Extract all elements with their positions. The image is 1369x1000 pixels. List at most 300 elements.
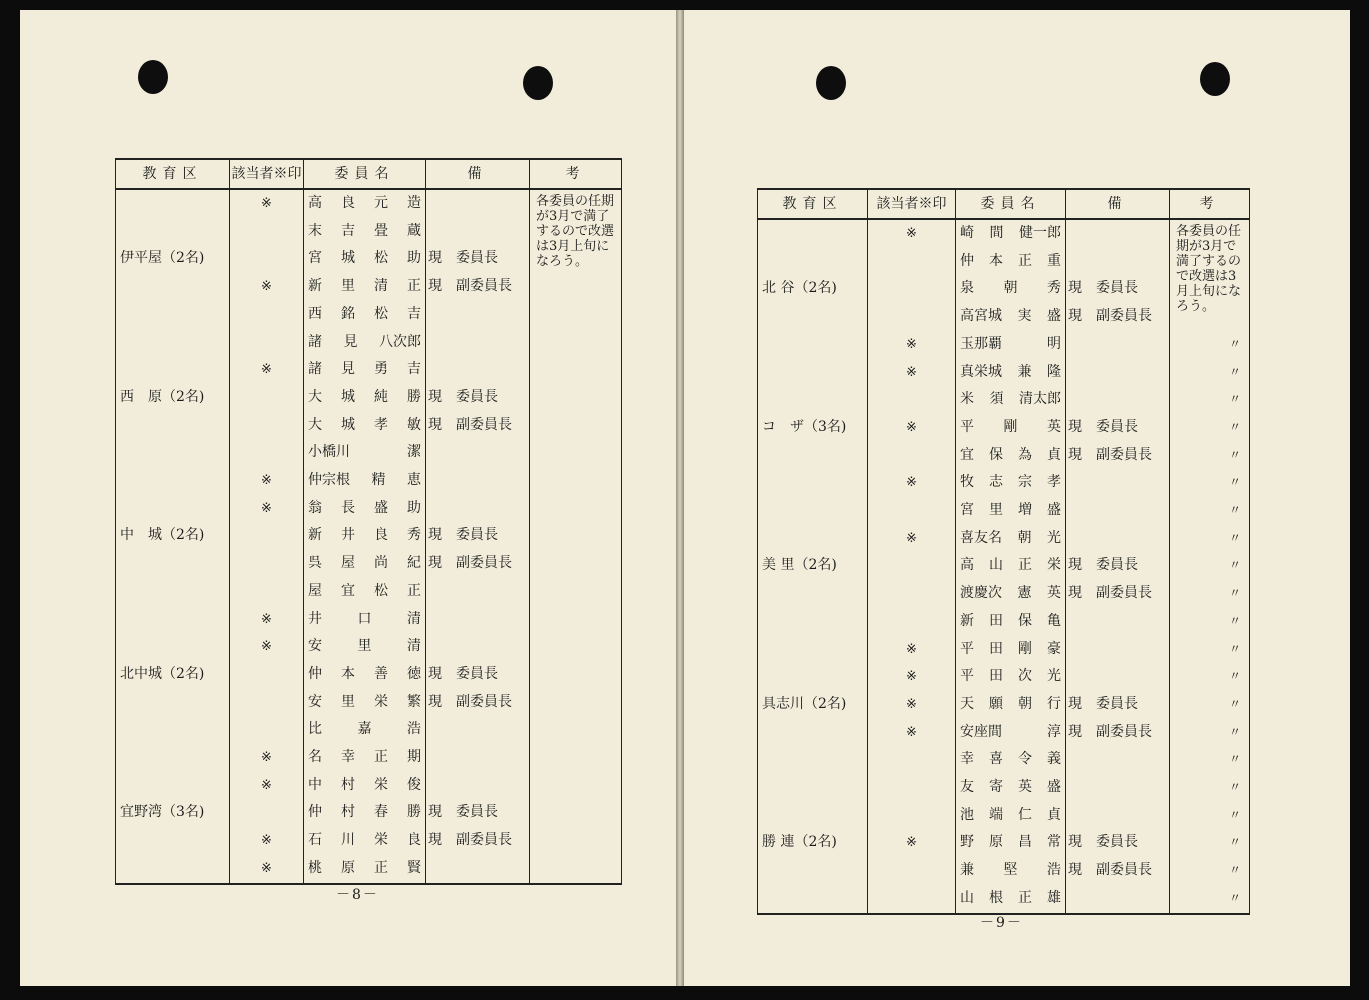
district-cell — [758, 608, 868, 636]
member-name-cell — [956, 469, 1066, 497]
member-name-part: 正 — [374, 749, 388, 766]
member-name-part: 賢 — [407, 859, 421, 876]
member-name-part: 泉 — [960, 280, 974, 297]
district-cell — [116, 633, 230, 661]
member-name-cell — [956, 414, 1066, 442]
district-cell — [116, 550, 230, 578]
ditto-mark — [530, 633, 622, 661]
ditto-mark: 〃 — [1170, 691, 1250, 719]
member-name-part: 正 — [374, 859, 388, 876]
member-name-cell — [304, 827, 426, 855]
table-row — [758, 386, 1250, 414]
member-name-part: 吉 — [407, 305, 421, 322]
member-name-part: 正 — [1018, 557, 1032, 574]
member-name-part: 為 — [1018, 446, 1032, 463]
member-name-part: 善 — [374, 665, 388, 682]
member-name-part: 村 — [341, 804, 355, 821]
member-name-part: 平 — [960, 668, 974, 685]
role-cell: 現 委員長 — [1066, 552, 1170, 580]
member-name-part: 新 — [308, 278, 322, 295]
member-name-cell — [956, 303, 1066, 331]
member-name-part: 里 — [989, 502, 1003, 519]
district-cell — [116, 689, 230, 717]
mark-cell — [230, 218, 304, 246]
member-name-part: 保 — [1018, 612, 1032, 629]
table-row — [758, 497, 1250, 525]
member-name-part: 徳 — [407, 665, 421, 682]
table-row — [116, 716, 622, 744]
member-name-part: 義 — [1047, 751, 1061, 768]
district-cell — [116, 578, 230, 606]
member-name-part: 孝 — [374, 416, 388, 433]
ditto-mark: 〃 — [1170, 885, 1250, 914]
member-name-cell — [304, 606, 426, 634]
ditto-mark: 〃 — [1170, 802, 1250, 830]
table-row — [116, 689, 622, 717]
member-name-part: 清 — [374, 278, 388, 295]
mark-cell — [230, 799, 304, 827]
role-cell — [426, 578, 530, 606]
member-name-part: 米 — [960, 391, 974, 408]
mark-cell: ※ — [230, 855, 304, 884]
member-name-part: 安座間 — [960, 723, 1002, 740]
ditto-mark: 〃 — [1170, 331, 1250, 359]
mark-cell: ※ — [868, 829, 956, 857]
member-name-part: 間 — [989, 225, 1004, 241]
remark-cell: 各委員の任期が3月で満了するので改選は3月上旬になろう。 — [1170, 219, 1250, 331]
district-cell — [758, 497, 868, 525]
role-cell — [1066, 885, 1170, 914]
mark-cell — [230, 550, 304, 578]
mark-cell: ※ — [868, 359, 956, 387]
member-name-part: 良 — [341, 195, 355, 211]
table-row — [116, 633, 622, 661]
member-name-part: 春 — [374, 804, 388, 821]
member-name-cell — [304, 189, 426, 218]
member-name-part: 造 — [407, 195, 421, 211]
member-name-part: 助 — [407, 499, 421, 516]
member-name-part: 須 — [989, 391, 1004, 408]
mark-cell — [868, 774, 956, 802]
table-row — [116, 329, 622, 357]
mark-cell — [230, 439, 304, 467]
member-name-cell — [304, 439, 426, 467]
role-cell: 現 委員長 — [1066, 829, 1170, 857]
punch-hole — [816, 66, 846, 100]
member-name-part: 安 — [308, 693, 322, 710]
role-cell: 現 委員長 — [1066, 414, 1170, 442]
member-name-part: 平 — [960, 418, 974, 435]
punch-hole — [138, 60, 168, 94]
mark-cell: ※ — [230, 356, 304, 384]
ditto-mark — [530, 356, 622, 384]
member-name-part: 宮 — [308, 250, 322, 267]
member-name-part: 田 — [989, 640, 1003, 657]
member-name-cell — [956, 691, 1066, 719]
member-name-part: 田 — [989, 612, 1003, 629]
member-name-part: 正 — [407, 582, 421, 599]
book-gutter — [676, 10, 684, 986]
member-name-part: 精 — [371, 472, 386, 489]
table-row — [758, 885, 1250, 914]
member-name-part: 口 — [357, 610, 372, 627]
member-name-part: 英 — [1047, 585, 1061, 602]
district-cell — [758, 303, 868, 331]
role-cell — [1066, 525, 1170, 553]
district-cell: 宜野湾（3名) — [116, 799, 230, 827]
table-row — [116, 189, 622, 218]
role-cell — [1066, 497, 1170, 525]
role-cell — [426, 329, 530, 357]
member-name-part: 行 — [1047, 695, 1061, 712]
member-name-cell — [956, 442, 1066, 470]
header-mark: 該当者※印 — [230, 159, 304, 189]
header-name: 委員名 — [956, 189, 1066, 219]
role-cell: 現 副委員長 — [426, 273, 530, 301]
member-name-cell — [304, 716, 426, 744]
mark-cell: ※ — [230, 495, 304, 523]
district-cell — [116, 467, 230, 495]
mark-cell — [230, 329, 304, 357]
mark-cell — [868, 885, 956, 914]
ditto-mark — [530, 522, 622, 550]
role-cell — [426, 633, 530, 661]
member-name-cell — [956, 829, 1066, 857]
table-row — [116, 827, 622, 855]
member-name-part: 呉 — [308, 555, 322, 572]
mark-cell — [868, 386, 956, 414]
member-name-part: 石 — [308, 832, 322, 849]
member-name-part: 重 — [1047, 252, 1061, 269]
member-name-part: 城 — [341, 388, 355, 405]
role-cell: 現 委員長 — [1066, 691, 1170, 719]
mark-cell — [230, 578, 304, 606]
member-name-cell — [956, 885, 1066, 914]
role-cell: 現 副委員長 — [426, 827, 530, 855]
mark-cell: ※ — [230, 827, 304, 855]
member-name-part: 里 — [341, 278, 355, 295]
ditto-mark — [530, 855, 622, 884]
member-name-cell — [304, 384, 426, 412]
member-name-part: 真栄城 — [960, 363, 1002, 380]
mark-cell: ※ — [868, 219, 956, 248]
member-name-part: 仲宗根 — [308, 472, 350, 489]
table-row — [758, 608, 1250, 636]
member-name-cell — [956, 802, 1066, 830]
ditto-mark: 〃 — [1170, 580, 1250, 608]
ditto-mark: 〃 — [1170, 719, 1250, 747]
ditto-mark: 〃 — [1170, 829, 1250, 857]
committee-table-left — [115, 158, 622, 885]
ditto-mark — [530, 301, 622, 329]
member-name-part: 高宮城 — [960, 308, 1002, 325]
member-name-part: 根 — [989, 889, 1003, 906]
ditto-mark — [530, 606, 622, 634]
mark-cell — [868, 746, 956, 774]
member-name-part: 新 — [308, 527, 322, 544]
mark-cell — [868, 580, 956, 608]
table-row — [116, 301, 622, 329]
table-row — [758, 331, 1250, 359]
mark-cell: ※ — [230, 633, 304, 661]
member-name-part: 比 — [308, 721, 322, 738]
mark-cell — [230, 716, 304, 744]
member-name-part: 正 — [1018, 252, 1032, 269]
role-cell — [426, 189, 530, 218]
district-cell — [758, 802, 868, 830]
table-row — [116, 384, 622, 412]
committee-table-right — [757, 188, 1250, 915]
member-name-part: 天 — [960, 695, 974, 712]
member-name-part: 吉 — [407, 361, 421, 378]
member-name-part: 清太郎 — [1019, 391, 1061, 408]
district-cell: 北 谷（2名) — [758, 275, 868, 303]
member-name-part: 期 — [407, 749, 421, 766]
member-name-cell — [304, 689, 426, 717]
role-cell — [426, 356, 530, 384]
role-cell: 現 委員長 — [426, 245, 530, 273]
mark-cell — [230, 384, 304, 412]
member-name-cell — [956, 275, 1066, 303]
mark-cell — [230, 689, 304, 717]
header-mark: 該当者※印 — [868, 189, 956, 219]
member-name-part: 見 — [343, 333, 358, 350]
member-name-cell — [956, 248, 1066, 276]
member-name-part: 桃 — [308, 859, 322, 876]
member-name-part: 山 — [989, 557, 1003, 574]
member-name-part: 寄 — [989, 779, 1003, 796]
role-cell: 現 副委員長 — [1066, 442, 1170, 470]
role-cell: 現 委員長 — [426, 661, 530, 689]
member-name-part: 仲 — [308, 804, 322, 821]
member-name-part: 長 — [341, 499, 355, 516]
district-cell — [116, 356, 230, 384]
table-row — [758, 663, 1250, 691]
member-name-part: 仲 — [960, 252, 974, 269]
role-cell: 現 副委員長 — [1066, 580, 1170, 608]
member-name-part: 盛 — [1047, 502, 1061, 519]
district-cell: 西 原（2名) — [116, 384, 230, 412]
table-row — [758, 719, 1250, 747]
member-name-cell — [956, 331, 1066, 359]
ditto-mark: 〃 — [1170, 525, 1250, 553]
member-name-cell — [304, 356, 426, 384]
role-cell: 現 副委員長 — [1066, 719, 1170, 747]
member-name-cell — [304, 855, 426, 884]
member-name-part: 新 — [960, 612, 974, 629]
role-cell — [1066, 331, 1170, 359]
ditto-mark: 〃 — [1170, 469, 1250, 497]
punch-hole — [1200, 62, 1230, 96]
table-row — [758, 414, 1250, 442]
ditto-mark — [530, 384, 622, 412]
mark-cell: ※ — [230, 467, 304, 495]
page-number: －8－ — [336, 887, 379, 903]
ditto-mark: 〃 — [1170, 359, 1250, 387]
member-name-cell — [304, 218, 426, 246]
district-cell — [758, 359, 868, 387]
mark-cell: ※ — [230, 606, 304, 634]
role-cell — [426, 218, 530, 246]
district-cell — [758, 469, 868, 497]
ditto-mark: 〃 — [1170, 442, 1250, 470]
member-name-part: 潔 — [407, 444, 421, 461]
member-name-part: 屋 — [341, 555, 355, 572]
member-name-part: 蔵 — [407, 222, 421, 239]
mark-cell: ※ — [230, 772, 304, 800]
member-name-part: 幸 — [341, 749, 355, 766]
district-cell: 伊平屋（2名) — [116, 245, 230, 273]
role-cell — [1066, 636, 1170, 664]
ditto-mark: 〃 — [1170, 636, 1250, 664]
district-cell — [116, 218, 230, 246]
ditto-mark — [530, 550, 622, 578]
mark-cell: ※ — [868, 719, 956, 747]
ditto-mark — [530, 412, 622, 440]
table-row — [116, 439, 622, 467]
member-name-part: 清 — [407, 638, 421, 655]
member-name-part: 俊 — [407, 776, 421, 793]
member-name-cell — [304, 245, 426, 273]
role-cell: 現 副委員長 — [426, 550, 530, 578]
member-name-part: 令 — [1018, 751, 1032, 768]
header-role: 備 — [1066, 189, 1170, 219]
member-name-part: 秀 — [1047, 280, 1061, 297]
member-name-part: 名 — [308, 749, 322, 766]
member-name-part: 田 — [989, 668, 1003, 685]
district-cell — [758, 774, 868, 802]
mark-cell — [230, 245, 304, 273]
table-row — [116, 522, 622, 550]
district-cell — [116, 855, 230, 884]
table-row — [116, 495, 622, 523]
table-row — [116, 772, 622, 800]
member-name-part: 実 — [1017, 308, 1032, 325]
district-cell — [116, 606, 230, 634]
district-cell — [758, 442, 868, 470]
district-cell — [758, 719, 868, 747]
member-name-part: 宜 — [341, 582, 355, 599]
mark-cell: ※ — [868, 414, 956, 442]
member-name-part: 盛 — [1047, 308, 1061, 325]
district-cell — [116, 495, 230, 523]
member-name-part: 玉那覇 — [960, 335, 1002, 352]
member-name-part: 貞 — [1047, 806, 1061, 823]
member-name-part: 隆 — [1047, 363, 1061, 380]
mark-cell: ※ — [868, 469, 956, 497]
ditto-mark — [530, 716, 622, 744]
mark-cell — [230, 661, 304, 689]
member-name-part: 明 — [1047, 335, 1061, 352]
role-cell: 現 委員長 — [426, 384, 530, 412]
mark-cell — [230, 301, 304, 329]
district-cell: 具志川（2名) — [758, 691, 868, 719]
district-cell — [116, 439, 230, 467]
member-name-part: 秀 — [407, 527, 421, 544]
member-name-part: 仁 — [1018, 806, 1032, 823]
member-name-cell — [304, 467, 426, 495]
mark-cell: ※ — [230, 744, 304, 772]
member-name-cell — [304, 522, 426, 550]
ditto-mark — [530, 578, 622, 606]
member-name-part: 兼 — [1017, 363, 1032, 380]
member-name-part: 本 — [341, 665, 355, 682]
table-row — [116, 412, 622, 440]
member-name-part: 堅 — [1003, 862, 1018, 879]
member-name-part: 嘉 — [357, 721, 372, 738]
district-cell — [758, 663, 868, 691]
district-cell — [758, 386, 868, 414]
table-row — [758, 829, 1250, 857]
member-name-cell — [956, 386, 1066, 414]
table-row — [116, 606, 622, 634]
role-cell — [426, 439, 530, 467]
ditto-mark: 〃 — [1170, 608, 1250, 636]
member-name-part: 原 — [341, 859, 355, 876]
member-name-part: 光 — [1047, 668, 1061, 685]
mark-cell: ※ — [868, 636, 956, 664]
district-cell — [758, 525, 868, 553]
role-cell — [1066, 469, 1170, 497]
ditto-mark: 〃 — [1170, 552, 1250, 580]
ditto-mark — [530, 772, 622, 800]
ditto-mark: 〃 — [1170, 774, 1250, 802]
member-name-part: 高 — [960, 557, 974, 574]
member-name-part: 孝 — [1047, 474, 1061, 491]
role-cell — [426, 606, 530, 634]
district-cell — [758, 331, 868, 359]
member-name-part: 勇 — [374, 361, 388, 378]
mark-cell — [868, 857, 956, 885]
member-name-part: 里 — [357, 638, 372, 655]
member-name-part: 諸 — [308, 333, 322, 350]
member-name-cell — [956, 525, 1066, 553]
table-row — [116, 578, 622, 606]
ditto-mark: 〃 — [1170, 497, 1250, 525]
role-cell — [426, 772, 530, 800]
district-cell: 勝 連（2名) — [758, 829, 868, 857]
mark-cell — [868, 303, 956, 331]
member-name-part: 井 — [308, 610, 322, 627]
page-number: －9－ — [980, 915, 1023, 931]
table-row — [758, 746, 1250, 774]
member-name-cell — [956, 719, 1066, 747]
member-name-cell — [956, 580, 1066, 608]
member-name-part: 保 — [989, 446, 1003, 463]
member-name-part: 貞 — [1047, 446, 1061, 463]
member-name-part: 増 — [1018, 502, 1032, 519]
member-name-part: 大 — [308, 416, 322, 433]
member-name-part: 栄 — [374, 776, 388, 793]
member-name-part: 銘 — [341, 305, 355, 322]
district-cell — [116, 189, 230, 218]
table-row — [758, 580, 1250, 608]
header-name: 委員名 — [304, 159, 426, 189]
table-row — [758, 857, 1250, 885]
mark-cell: ※ — [230, 273, 304, 301]
table-row — [116, 799, 622, 827]
member-name-part: 淳 — [1047, 723, 1061, 740]
member-name-part: 浩 — [407, 721, 421, 738]
member-name-part: 朝 — [1017, 529, 1032, 546]
mark-cell: ※ — [230, 189, 304, 218]
district-cell: 中 城（2名) — [116, 522, 230, 550]
member-name-part: 松 — [374, 582, 388, 599]
member-name-part: 中 — [308, 776, 322, 793]
member-name-cell — [956, 774, 1066, 802]
member-name-part: 志 — [989, 474, 1003, 491]
member-name-part: 勝 — [407, 388, 421, 405]
